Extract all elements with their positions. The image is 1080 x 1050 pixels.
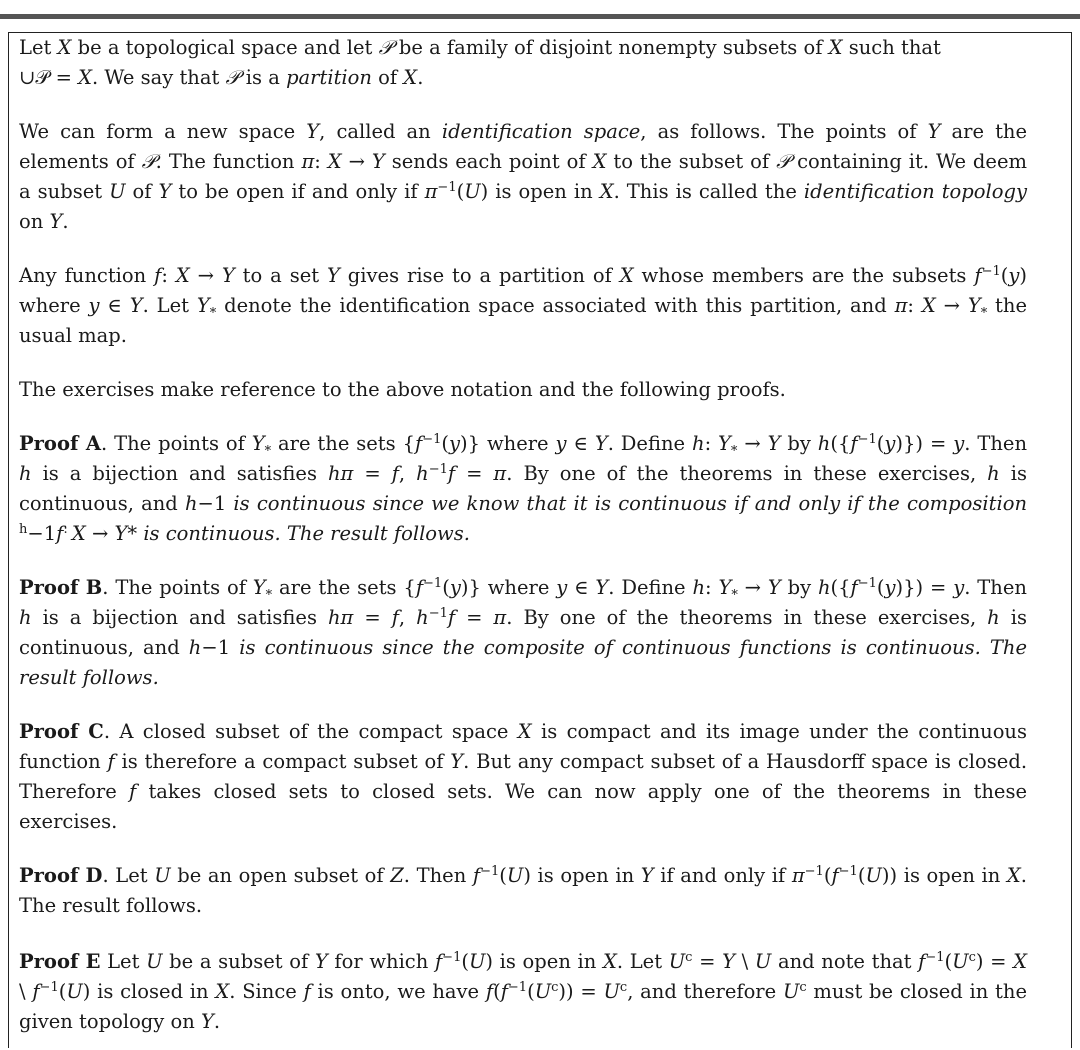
intro-partition-paragraph: Let X be a topological space and let 𝒫 be a family of disjoint nonempty subsets of X such that ∪𝒫 = X. We say that 𝒫 is a partition of X.	[19, 36, 941, 89]
proof-b-paragraph: Proof B. The points of $Y_*$ are the sets $\{f^{-1}(y)\}$ where y ∈ Y. Define h: $Y_* \to Y$ by $h(\{f^{-1}(y)\}) = y$. Then h is a bijection and satisfies hπ = f, $h^{-1}f = \pi$. By one of the theorems in these exercises, h is continuous, and h−1 is continuous since the composite of continuous functions is continuous. The result follows.	[19, 576, 1027, 689]
proof-d-paragraph: Proof D. Let U be an open subset of Z. Then $f^{-1}(U)$ is open in Y if and only if $\pi^{-1}(f^{-1}(U))$ is open in X. The result follows.	[19, 864, 1027, 917]
proof-c-label: Proof C	[19, 720, 104, 743]
proof-a-paragraph: Proof A. The points of $Y_*$ are the sets $\{f^{-1}(y)\}$ where y ∈ Y. Define h: $Y_* \to Y$ by $h(\{f^{-1}(y)\}) = y$. Then h is a bijection and satisfies hπ = f, $h^{-1}f = \pi$. By one of the theorems in these exercises, h is continuous, and h−1 is continuous since we know that it is continuous if and only if the composition $^h$−1f: X → Y* is continuous. The result follows.	[19, 432, 1028, 545]
intro-identification-paragraph: We can form a new space Y, called an identification space, as follows. The points of Y are the elements of 𝒫. The function π: X → Y sends each point of X to the subset of 𝒫 containing it. We deem a subset U of Y to be open if and only if $\pi^{-1}(U)$ is open in X. This is called the identification topology on Y.	[19, 120, 1028, 233]
proof-b-label: Proof B	[19, 576, 103, 599]
intro-function-paragraph: Any function f: X → Y to a set Y gives rise to a partition of X whose members are the subsets $f^{-1}(y)$ where y ∈ Y. Let $Y_*$ denote the identification space associated with this partition, and π: $X \to Y_*$ the usual map.	[19, 264, 1027, 347]
proof-a-label: Proof A	[19, 432, 101, 455]
proof-e-paragraph: Proof E Let U be a subset of Y for which $f^{-1}(U)$ is open in X. Let $U^c = Y$ \ U and note that $f^{-1}(U^c) = X$ \ $f^{-1}(U)$ is closed in X. Since f is onto, we have $f(f^{-1}(U^c)) = U^c$, and therefore $U^c$ must be closed in the given topology on Y.	[19, 950, 1027, 1033]
proof-c-paragraph: Proof C. A closed subset of the compact space X is compact and its image under the continuous function f is therefore a compact subset of Y. But any compact subset of a Hausdorff space is closed. Therefore f takes closed sets to closed sets. We can now apply one of the theorems in these exercises.	[19, 720, 1028, 833]
intro-notation-note: The exercises make reference to the above notation and the following proofs.	[19, 378, 786, 401]
proof-e-label: Proof E	[19, 950, 101, 973]
proof-d-label: Proof D	[19, 864, 103, 887]
top-rule	[0, 14, 1080, 19]
document-frame	[8, 32, 1072, 1048]
